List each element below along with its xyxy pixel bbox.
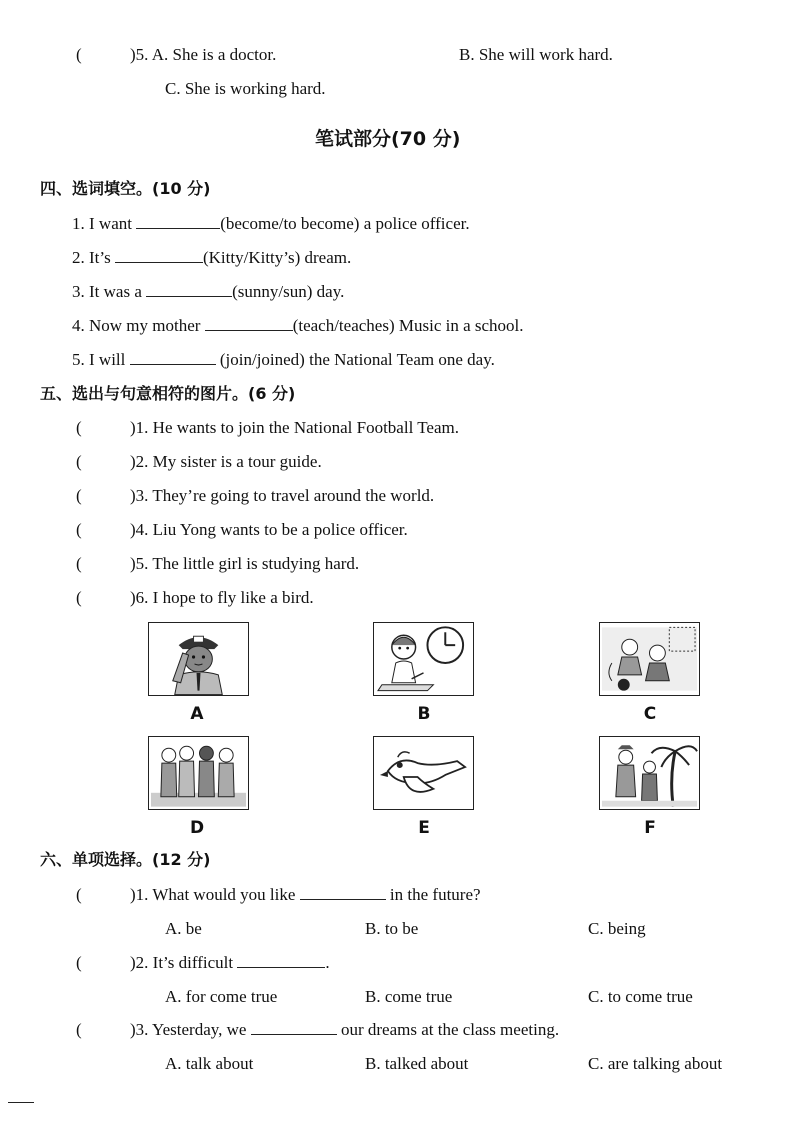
option-b[interactable]: B. to be bbox=[365, 919, 419, 938]
tour-guide-palm-tree-icon bbox=[599, 736, 700, 810]
picture-label-d: D bbox=[189, 818, 205, 838]
picture-match-item-3: )3. They’re going to travel around the world. bbox=[130, 486, 435, 505]
option-a[interactable]: A. for come true bbox=[165, 987, 278, 1006]
answer-blank[interactable] bbox=[251, 1020, 337, 1035]
fill-item-4: 4. Now my mother (teach/teaches) Music in a school. bbox=[72, 316, 524, 335]
answer-blank[interactable] bbox=[130, 350, 216, 365]
picture-match-item-2: )2. My sister is a tour guide. bbox=[130, 452, 322, 471]
answer-paren[interactable]: ( bbox=[76, 885, 82, 904]
option-c: C. She is working hard. bbox=[165, 79, 326, 98]
footer-rule bbox=[8, 1102, 34, 1103]
answer-paren[interactable]: ( bbox=[76, 45, 82, 64]
option-c[interactable]: C. to come true bbox=[588, 987, 693, 1006]
answer-paren[interactable]: ( bbox=[76, 953, 82, 972]
answer-paren[interactable]: ( bbox=[76, 418, 82, 437]
fill-item-3: 3. It was a (sunny/sun) day. bbox=[72, 282, 345, 301]
answer-paren[interactable]: ( bbox=[76, 588, 82, 607]
fill-item-2: 2. It’s (Kitty/Kitty’s) dream. bbox=[72, 248, 352, 267]
fill-item-5: 5. I will (join/joined) the National Team one day. bbox=[72, 350, 495, 369]
answer-paren[interactable]: ( bbox=[76, 452, 82, 471]
question-5-text: )5. A. She is a doctor. bbox=[130, 45, 277, 64]
picture-label-c: C bbox=[643, 704, 657, 724]
answer-blank[interactable] bbox=[300, 885, 386, 900]
picture-match-item-1: )1. He wants to join the National Football Team. bbox=[130, 418, 459, 437]
choice-question-1: )1. What would you like in the future? bbox=[130, 885, 481, 904]
picture-label-a: A bbox=[190, 704, 204, 724]
answer-paren[interactable]: ( bbox=[76, 520, 82, 539]
picture-label-b: B bbox=[417, 704, 431, 724]
girl-studying-clock-icon bbox=[373, 622, 474, 696]
answer-blank[interactable] bbox=[205, 316, 293, 331]
group-of-travelers-icon bbox=[148, 736, 249, 810]
answer-paren[interactable]: ( bbox=[76, 1020, 82, 1039]
answer-paren[interactable]: ( bbox=[76, 554, 82, 573]
option-b[interactable]: B. talked about bbox=[365, 1054, 469, 1073]
option-b[interactable]: B. come true bbox=[365, 987, 453, 1006]
option-a[interactable]: A. talk about bbox=[165, 1054, 254, 1073]
section-6-heading: 六、单项选择。(12 分) bbox=[40, 850, 211, 869]
picture-match-item-6: )6. I hope to fly like a bird. bbox=[130, 588, 314, 607]
answer-blank[interactable] bbox=[237, 953, 325, 968]
option-a[interactable]: A. be bbox=[165, 919, 202, 938]
page-title: 笔试部分(70 分) bbox=[315, 128, 461, 150]
option-b: B. She will work hard. bbox=[459, 45, 613, 64]
fill-item-1: 1. I want (become/to become) a police officer. bbox=[72, 214, 470, 233]
flying-bird-icon bbox=[373, 736, 474, 810]
choice-question-2: )2. It’s difficult . bbox=[130, 953, 330, 972]
answer-blank[interactable] bbox=[136, 214, 220, 229]
boys-playing-football-icon bbox=[599, 622, 700, 696]
picture-match-item-5: )5. The little girl is studying hard. bbox=[130, 554, 360, 573]
section-5-heading: 五、选出与句意相符的图片。(6 分) bbox=[40, 384, 296, 403]
answer-blank[interactable] bbox=[115, 248, 203, 263]
picture-label-e: E bbox=[418, 818, 430, 838]
option-c[interactable]: C. are talking about bbox=[588, 1054, 723, 1073]
choice-question-3: )3. Yesterday, we our dreams at the class meeting. bbox=[130, 1020, 560, 1039]
section-4-heading: 四、选词填空。(10 分) bbox=[40, 179, 211, 198]
answer-paren[interactable]: ( bbox=[76, 486, 82, 505]
option-c[interactable]: C. being bbox=[588, 919, 646, 938]
picture-label-f: F bbox=[644, 818, 656, 838]
answer-blank[interactable] bbox=[146, 282, 232, 297]
police-officer-icon bbox=[148, 622, 249, 696]
picture-match-item-4: )4. Liu Yong wants to be a police officer. bbox=[130, 520, 408, 539]
